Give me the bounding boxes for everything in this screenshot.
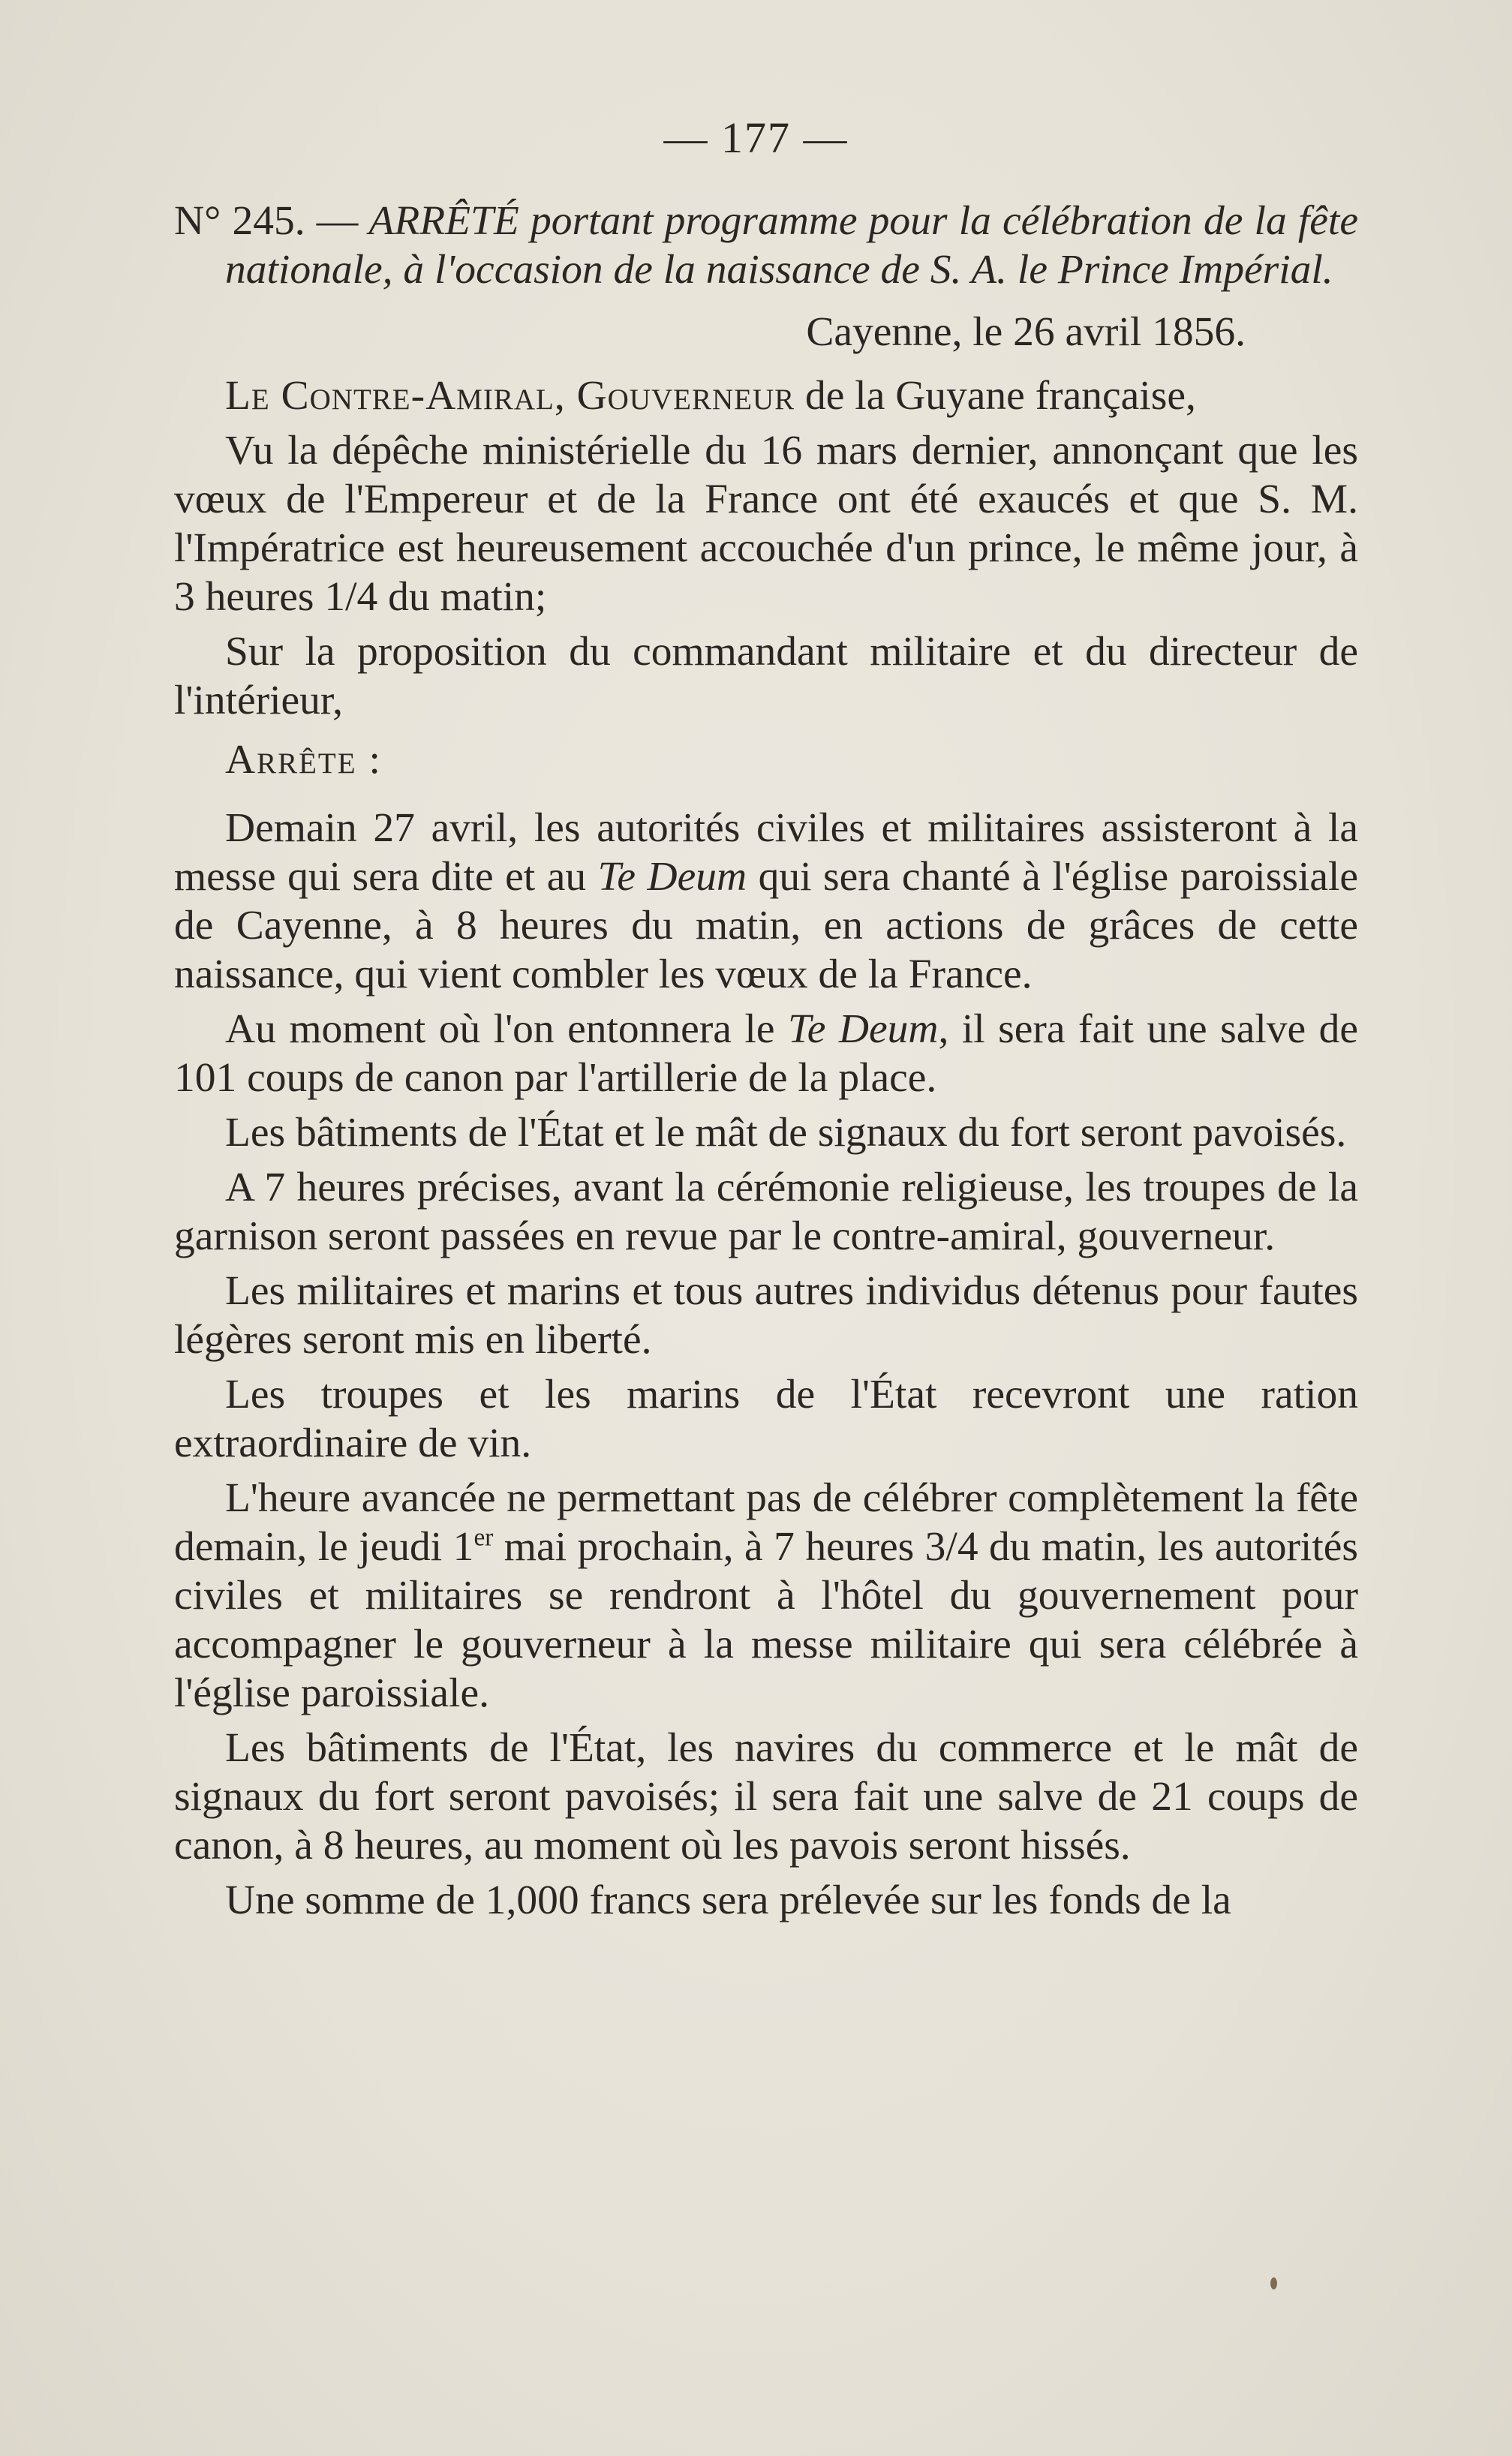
preamble [174,371,1358,420]
te-deum-text: Te Deum [788,1006,939,1052]
article-7-end: mai prochain, à 7 heures 3/4 du matin, les autorités civiles et militaires se rendront à l'hôtel du gouvernement pour accompagner le gouverneur à la messe militaire qui sera célébrée à l'église paroissiale. [174,1524,1359,1716]
article-2 [174,1005,1358,1102]
decree-number: N° 245. — [174,198,359,244]
article-5: Les militaires et marins et tous autres individus détenus pour fautes légères seront mis en liberté. [174,1268,1358,1363]
paragraph-vu: Vu la dépêche ministérielle du 16 mars dernier, annonçant que les vœux de l'Empereur et de la France ont été exaucés et que S. M. l'Impératrice est heureusement accouchée d'un prince, le même jour, à 3 heures 1/4 du matin; [174,428,1358,620]
decree-heading [174,197,1358,294]
page-number: — 177 — [663,113,849,162]
preamble-author-rest: de la Guyane française, [805,373,1196,419]
paragraph-proposition: Sur la proposition du commandant militaire et du directeur de l'intérieur, [174,629,1358,723]
article-4: A 7 heures précises, avant la cérémonie religieuse, les troupes de la garnison seront passées en revue par le contre-amiral, gouverneur. [174,1165,1358,1259]
dateline: Cayenne, le 26 avril 1856. [806,309,1246,355]
article-2-end: , il sera fait une salve de 101 coups de canon par l'artillerie de la place. [174,1006,1359,1101]
ink-speck [1270,2277,1277,2289]
article-7 [174,1474,1358,1718]
article-6: Les troupes et les marins de l'État recevront une ration extraordinaire de vin. [174,1372,1358,1466]
decree-title: ARRÊTÉ portant programme pour la célébration de la fête nationale, à l'occasion de la naissance de S. A. le Prince Impérial. [225,198,1358,293]
article-9: Une somme de 1,000 francs sera prélevée sur les fonds de la [225,1877,1231,1923]
ordinal-superscript: er [473,1523,494,1552]
article-2-start: Au moment où l'on entonnera le [225,1006,775,1052]
document-body [174,197,1358,1931]
article-1-end: qui sera chanté à l'église paroissiale de Cayenne, à 8 heures du matin, en actions de grâces de cette naissance, qui vient combler les vœux de la France. [174,854,1359,997]
article-7-start: L'heure avancée ne permettant pas de célébrer complètement la fête demain, le jeudi 1 [174,1475,1358,1570]
article-1 [174,804,1358,999]
preamble-author: Le Contre-Amiral, Gouverneur [225,373,795,419]
te-deum-text: Te Deum [597,854,747,900]
article-3: Les bâtiments de l'État et le mât de signaux du fort seront pavoisés. [225,1110,1347,1156]
article-1-start: Demain 27 avril, les autorités civiles et militaires assisteront à la messe qui sera dite et au [174,805,1358,900]
arrete-label: Arrête : [225,737,382,783]
article-8: Les bâtiments de l'État, les navires du commerce et le mât de signaux du fort seront pavoisés; il sera fait une salve de 21 coups de canon, à 8 heures, au moment où les pavois seront hissés. [174,1725,1358,1868]
